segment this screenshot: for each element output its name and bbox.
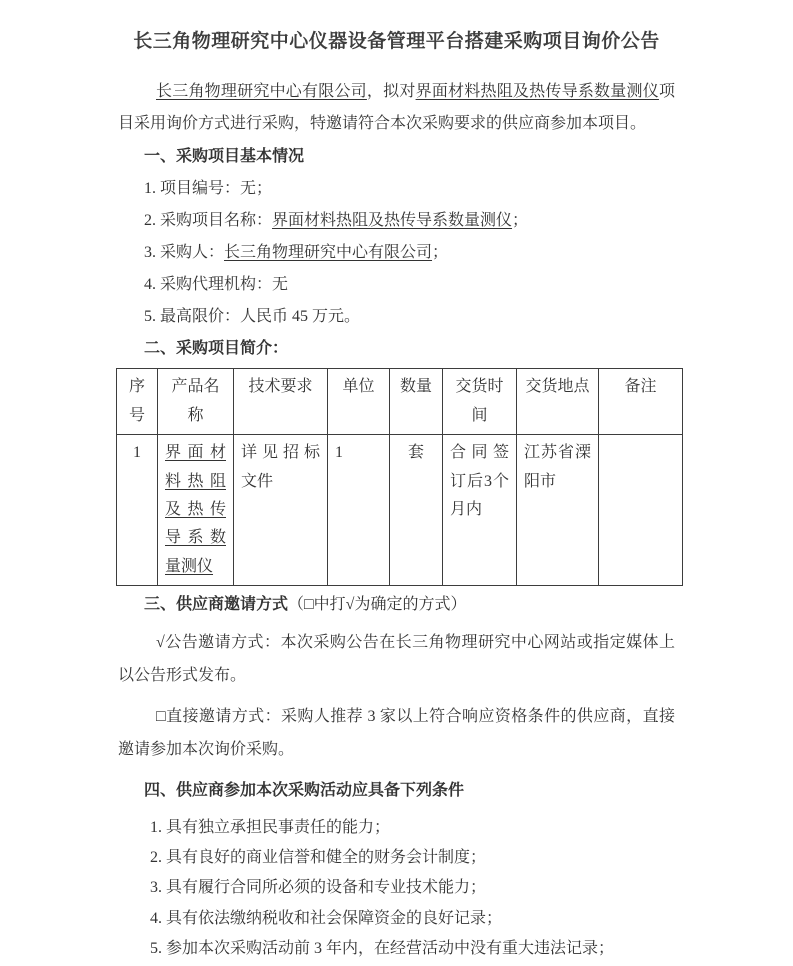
project-name-suffix: ；	[512, 212, 529, 230]
cell-quantity: 套	[390, 435, 443, 586]
table-head	[117, 369, 683, 435]
section3-heading	[118, 589, 675, 621]
cell-serial-number: 1	[117, 435, 158, 586]
document-title: 长三角物理研究中心仪器设备管理平台搭建采购项目询价公告	[133, 31, 660, 52]
table-row	[117, 435, 683, 586]
col-header-technical-requirements: 技术要求	[234, 369, 328, 435]
section3-heading-note: （□中打√为确定的方式）	[288, 596, 467, 614]
public-invitation-paragraph: √公告邀请方式：本次采购公告在长三角物理研究中心网站或指定媒体上以公告形式发布。	[118, 634, 675, 685]
project-name-label: 2. 采购项目名称：	[144, 212, 273, 230]
cell-unit: 1	[328, 435, 390, 586]
project-name-value-underlined: 界面材料热阻及热传导系数量测仪	[272, 212, 513, 230]
condition-item-civil-liability: 1. 具有独立承担民事责任的能力；	[150, 818, 391, 836]
table-body	[117, 435, 683, 586]
section3-heading-bold: 三、供应商邀请方式	[144, 596, 289, 614]
col-header-quantity: 数量	[390, 369, 443, 435]
section2-heading: 二、采购项目简介：	[144, 340, 289, 358]
section1-item-price-limit: 5. 最高限价：人民币 45 万元。	[144, 308, 361, 326]
cell-delivery-place: 江苏省溧阳市	[517, 435, 599, 586]
col-header-delivery-time: 交货时间	[443, 369, 517, 435]
section1-heading: 一、采购项目基本情况	[144, 148, 305, 166]
section1-item-purchaser	[118, 237, 675, 269]
col-header-unit: 单位	[328, 369, 390, 435]
condition-item-no-violation-record: 5. 参加本次采购活动前 3 年内，在经营活动中没有重大违法记录；	[150, 940, 615, 958]
col-header-remark: 备注	[599, 369, 683, 435]
cell-product-name-underlined: 界面材料热阻及热传导系数量测仪	[158, 435, 234, 586]
purchaser-suffix: ；	[432, 244, 449, 262]
procurement-items-table	[116, 368, 683, 586]
intro-mid-text: ，拟对	[366, 82, 416, 100]
section4-heading: 四、供应商参加本次采购活动应具备下列条件	[144, 781, 465, 799]
col-header-product-name: 产品名称	[158, 369, 234, 435]
condition-item-tax-record: 4. 具有依法缴纳税收和社会保障资金的良好记录；	[150, 909, 503, 927]
cell-remark	[599, 435, 683, 586]
intro-tail-text: 项目采用询价方式进行采购，特邀请符合本次采购要求的供应商参加本项目。	[118, 82, 675, 133]
section1-item-project-name	[118, 205, 675, 237]
col-header-serial-number: 序号	[117, 369, 158, 435]
condition-item-equipment-capability: 3. 具有履行合同所必须的设备和专业技术能力；	[150, 879, 487, 897]
direct-invitation-paragraph: □直接邀请方式：采购人推荐 3 家以上符合响应资格条件的供应商，直接邀请参加本次询价采购。	[118, 708, 675, 758]
col-header-delivery-place: 交货地点	[517, 369, 599, 435]
table-header-row	[117, 369, 683, 435]
section1-item-agency: 4. 采购代理机构：无	[144, 276, 289, 294]
purchaser-value-underlined: 长三角物理研究中心有限公司	[224, 244, 433, 262]
purchaser-label: 3. 采购人：	[144, 244, 225, 262]
cell-technical-requirements: 详见招标文件	[234, 435, 328, 586]
intro-project-underlined: 界面材料热阻及热传导系数量测仪	[415, 82, 659, 100]
cell-delivery-time: 合同签订后3个月内	[443, 435, 517, 586]
intro-buyer-underlined: 长三角物理研究中心有限公司	[156, 82, 367, 100]
section1-item-project-number: 1. 项目编号：无；	[144, 180, 273, 198]
intro-paragraph	[118, 76, 675, 142]
condition-item-business-reputation: 2. 具有良好的商业信誉和健全的财务会计制度；	[150, 849, 487, 866]
